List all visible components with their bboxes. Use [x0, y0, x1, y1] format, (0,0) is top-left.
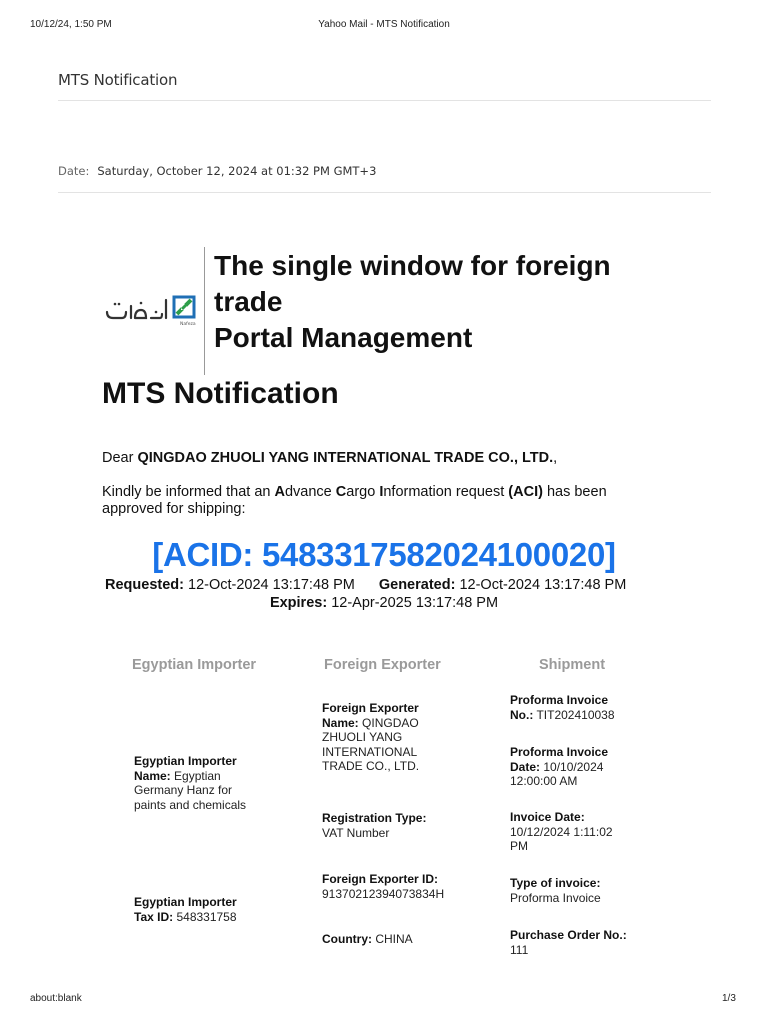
expires-line	[0, 595, 768, 611]
notification-title: MTS Notification	[102, 377, 339, 410]
field-value: 548331758	[176, 909, 237, 924]
field-value: Germany Hanz for	[134, 783, 233, 797]
importer-tax-field	[134, 895, 237, 924]
field-value: 10/12/2024 1:11:02	[510, 824, 613, 839]
field-value: TIT202410038	[536, 707, 615, 722]
expires-label: Expires:	[269, 595, 328, 611]
acid-number: [ACID: 5483317582024100020]	[152, 536, 616, 573]
field-label: Egyptian Importer	[134, 754, 237, 768]
banner-line-3: Portal Management	[214, 322, 473, 353]
field-label: Country:	[322, 932, 372, 946]
field-value: PM	[510, 839, 528, 853]
field-value: QINGDAO	[362, 715, 419, 730]
exporter-id-field	[322, 872, 444, 901]
requested-generated-line	[105, 577, 626, 593]
purchase-order-field	[510, 928, 627, 957]
intro-text: Kindly be informed that an	[102, 484, 275, 500]
email-subject: MTS Notification	[58, 71, 178, 89]
field-label: Egyptian Importer	[134, 895, 237, 909]
field-label: Tax ID:	[134, 909, 174, 924]
field-value: TRADE CO., LTD.	[322, 759, 420, 773]
print-footer-page: 1/3	[722, 993, 736, 1004]
field-value: CHINA	[375, 932, 413, 946]
column-header-shipment: Shipment	[539, 657, 606, 673]
intro-text: argo	[346, 484, 380, 500]
invoice-date-field	[510, 810, 613, 854]
field-value: 91370212394073834H	[322, 886, 445, 901]
field-label: Invoice Date:	[510, 810, 585, 824]
print-header	[0, 19, 768, 33]
email-date-label: Date:	[58, 164, 90, 178]
nafeza-logo	[104, 292, 200, 328]
print-page-title: Yahoo Mail - MTS Notification	[318, 19, 450, 30]
divider	[58, 100, 711, 101]
intro-bold: A	[274, 484, 285, 500]
field-label: Purchase Order No.:	[510, 928, 627, 942]
invoice-type-field	[510, 876, 601, 905]
field-label: Date:	[510, 759, 541, 774]
greeting-dear: Dear	[102, 450, 134, 466]
greeting-comma: ,	[553, 450, 558, 466]
requested-value: 12-Oct-2024 13:17:48 PM	[188, 577, 355, 593]
greeting-company: QINGDAO ZHUOLI YANG INTERNATIONAL TRADE CO., LTD.	[137, 450, 554, 466]
intro-text: nformation request	[383, 484, 509, 500]
divider	[58, 192, 711, 193]
intro-bold: I	[379, 484, 384, 500]
field-value: VAT Number	[322, 825, 390, 840]
greeting	[102, 450, 557, 466]
intro-bold: (ACI)	[508, 484, 543, 500]
field-label: Type of invoice:	[510, 876, 601, 890]
field-label: Name:	[134, 768, 171, 783]
field-value: Egyptian	[174, 768, 221, 783]
exporter-name-field	[322, 701, 419, 774]
field-value: 10/10/2024	[543, 759, 604, 774]
column-header-exporter: Foreign Exporter	[324, 657, 441, 673]
field-label: No.:	[510, 707, 534, 722]
field-value: INTERNATIONAL	[322, 744, 418, 759]
field-label: Proforma Invoice	[510, 745, 609, 759]
portal-banner	[214, 248, 611, 356]
print-footer-url: about:blank	[30, 993, 82, 1004]
field-label: Foreign Exporter	[322, 701, 419, 715]
expires-value: 12-Apr-2025 13:17:48 PM	[331, 595, 499, 611]
proforma-invoice-no-field	[510, 693, 615, 722]
field-value: Proforma Invoice	[510, 890, 601, 905]
intro-text: dvance	[284, 484, 336, 500]
svg-text:Nafeza: Nafeza	[180, 322, 196, 327]
nafeza-logo-icon	[104, 292, 200, 328]
intro-bold: C	[335, 484, 347, 500]
banner-line-1: The single window for foreign	[214, 250, 611, 281]
field-label: Proforma Invoice	[510, 693, 609, 707]
field-value: 12:00:00 AM	[510, 774, 578, 788]
generated-value: 12-Oct-2024 13:17:48 PM	[459, 577, 627, 593]
generated-label: Generated:	[378, 577, 456, 593]
field-value: 111	[510, 942, 529, 957]
email-date-value: Saturday, October 12, 2024 at 01:32 PM GMT+3	[97, 164, 377, 178]
banner-line-2: trade	[214, 286, 283, 317]
column-header-importer: Egyptian Importer	[132, 657, 257, 673]
exporter-registration-field	[322, 811, 426, 840]
intro-text: has been approved for shipping:	[102, 484, 607, 517]
field-label: Name:	[322, 715, 359, 730]
field-value: ZHUOLI YANG	[322, 730, 403, 744]
email-date-row	[58, 164, 376, 178]
logo-divider	[204, 247, 205, 375]
field-label: Registration Type:	[322, 811, 427, 825]
exporter-country-field	[322, 932, 413, 947]
field-label: Foreign Exporter ID:	[322, 872, 439, 886]
requested-label: Requested:	[105, 577, 184, 593]
proforma-invoice-date-field	[510, 745, 608, 789]
importer-name-field	[134, 754, 246, 812]
field-value: paints and chemicals	[134, 797, 247, 812]
intro-paragraph	[102, 484, 662, 518]
print-datetime: 10/12/24, 1:50 PM	[30, 19, 112, 30]
